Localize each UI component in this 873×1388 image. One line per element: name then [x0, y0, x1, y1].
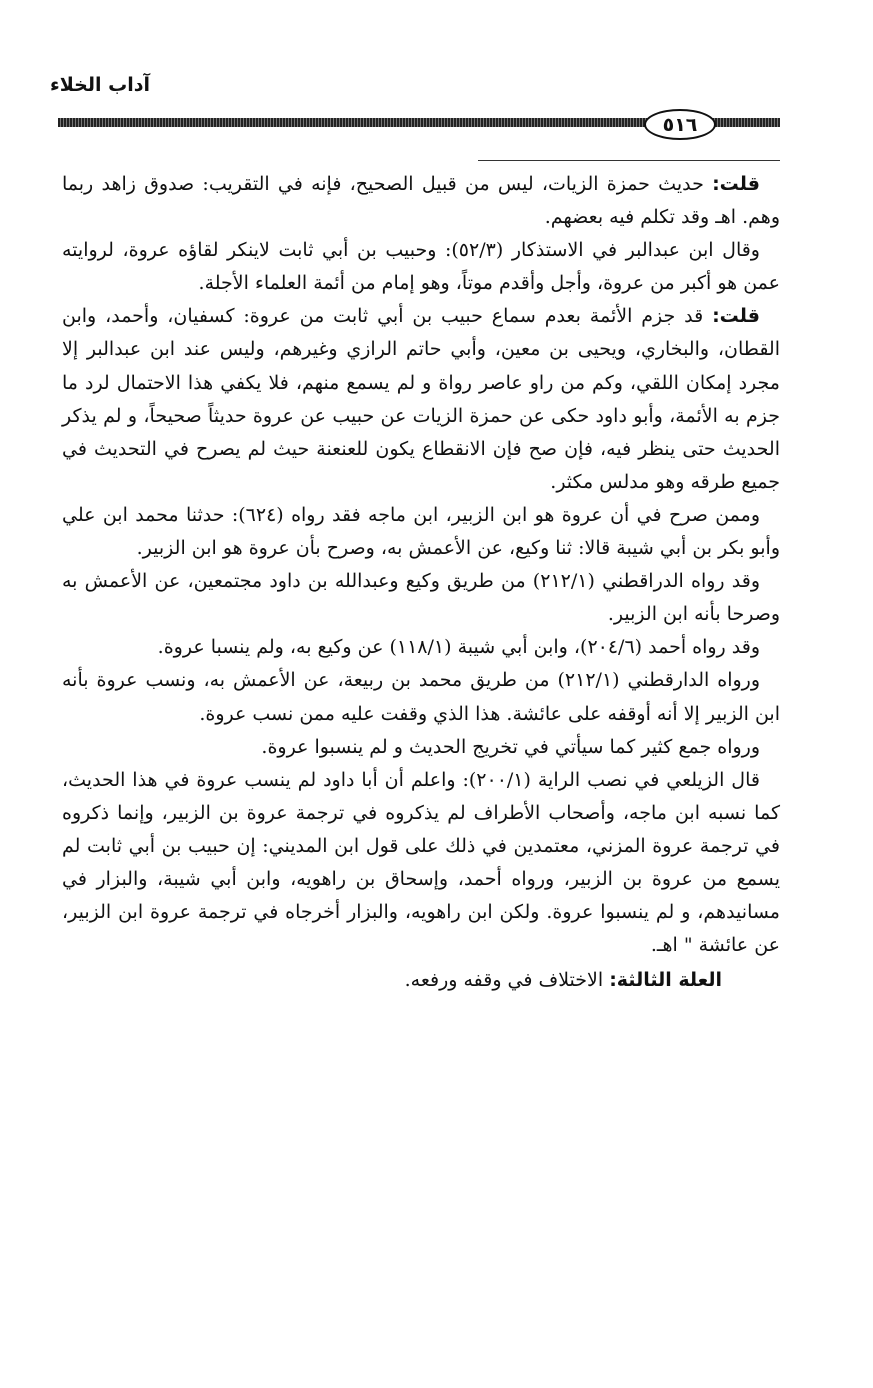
paragraph-lead: قلت: — [712, 305, 760, 328]
body-text — [62, 168, 780, 997]
paragraph-1 — [62, 168, 780, 234]
paragraph-text: وممن صرح في أن عروة هو ابن الزبير، ابن ماجه فقد رواه (٦٢٤): حدثنا محمد ابن علي وأبو بكر بن أبي شيبة قالا: ثنا وكيع، عن الأعمش به، وصرح بأن عروة هو ابن الزبير. — [62, 503, 780, 560]
paragraph-text: وقال ابن عبدالبر في الاستذكار (٥٢/٣): وحبيب بن أبي ثابت لاينكر لقاؤه عروة، لروايته عمن هو أكبر من عروة، وأجل وأقدم موتاً، وهو إمام من أئمة العلماء الأجلة. — [62, 239, 780, 295]
closing-text: الاختلاف في وقفه ورفعه. — [404, 969, 610, 992]
paragraph-text: ورواه جمع كثير كما سيأتي في تخريج الحديث و لم ينسبوا عروة. — [261, 735, 760, 758]
paragraph-7 — [62, 664, 780, 730]
running-title: آداب الخلاء — [50, 74, 150, 96]
paragraph-2 — [62, 234, 780, 300]
paragraph-text: وقد رواه أحمد (٢٠٤/٦)، وابن أبي شيبة (١١٨/١) عن وكيع به، ولم ينسبا عروة. — [157, 636, 760, 659]
closing-lead: العلة الثالثة: — [609, 969, 722, 992]
paragraph-text: قد جزم الأئمة بعدم سماع حبيب بن أبي ثابت من عروة: كسفيان، وأحمد، وابن القطان، والبخاري، ويحيى بن معين، وأبي حاتم الرازي وغيرهم، وليس عند ابن عبدالبر إلا مجرد إمكان اللقي، وكم من راو عاصر رواة و لم يسمع منهم، فلا يكفي هذا الاحتمال لرد ما جزم به الأئمة، وأبو داود حكى عن حمزة الزيات عن حبيب عن عروة حديثاً صحيحاً، و لم يذكر الحديث حتى ينظر فيه، فإن صح فإن الانقطاع يكون للعنعنة حيث لم يصرح في التحديث في جميع طرقه وهو مدلس مكثر. — [62, 305, 780, 493]
paragraph-text: قال الزيلعي في نصب الراية (٢٠٠/١): واعلم أن أبا داود لم ينسب عروة في هذا الحديث، كما نسبه ابن ماجه، وأصحاب الأطراف لم يذكروه في ترجمة عروة بن الزبير، وإنما ذكروه في ترجمة عروة المزني، معتمدين في ذلك على قول ابن المديني: إن حبيب بن أبي ثابت لم يسمع من عروة بن الزبير، ورواه أحمد، وإسحاق بن راهويه، وابن أبي شيبة، والبزار في مسانيدهم، و لم ينسبوا عروة. ولكن ابن راهويه، والبزار أخرجاه في ترجمة عروة ابن الزبير، عن عائشة " اهـ. — [62, 768, 780, 957]
section-divider — [478, 160, 780, 161]
paragraph-6 — [62, 631, 780, 664]
paragraph-text: وقد رواه الدراقطني (٢١٢/١) من طريق وكيع وعبدالله بن داود مجتمعين، عن الأعمش به وصرحا بأنه ابن الزبير. — [62, 570, 780, 626]
paragraph-8 — [62, 731, 780, 764]
paragraph-text: ورواه الدارقطني (٢١٢/١) من طريق محمد بن ربيعة، عن الأعمش به، ونسب عروة بأنه ابن الزبير إلا أنه أوقفه على عائشة. هذا الذي وقفت عليه ممن نسب عروة. — [62, 669, 780, 725]
paragraph-5 — [62, 565, 780, 631]
page-number: ٥١٦ — [644, 109, 716, 140]
paragraph-9 — [62, 764, 780, 963]
paragraph-4 — [62, 499, 780, 565]
paragraph-3 — [62, 300, 780, 499]
paragraph-lead: قلت: — [712, 173, 760, 195]
closing-line — [62, 964, 780, 997]
paragraph-text: حديث حمزة الزيات، ليس من قبيل الصحيح، فإنه في التقريب: صدوق زاهد ربما وهم. اهـ وقد تكلم فيه بعضهم. — [62, 173, 780, 229]
